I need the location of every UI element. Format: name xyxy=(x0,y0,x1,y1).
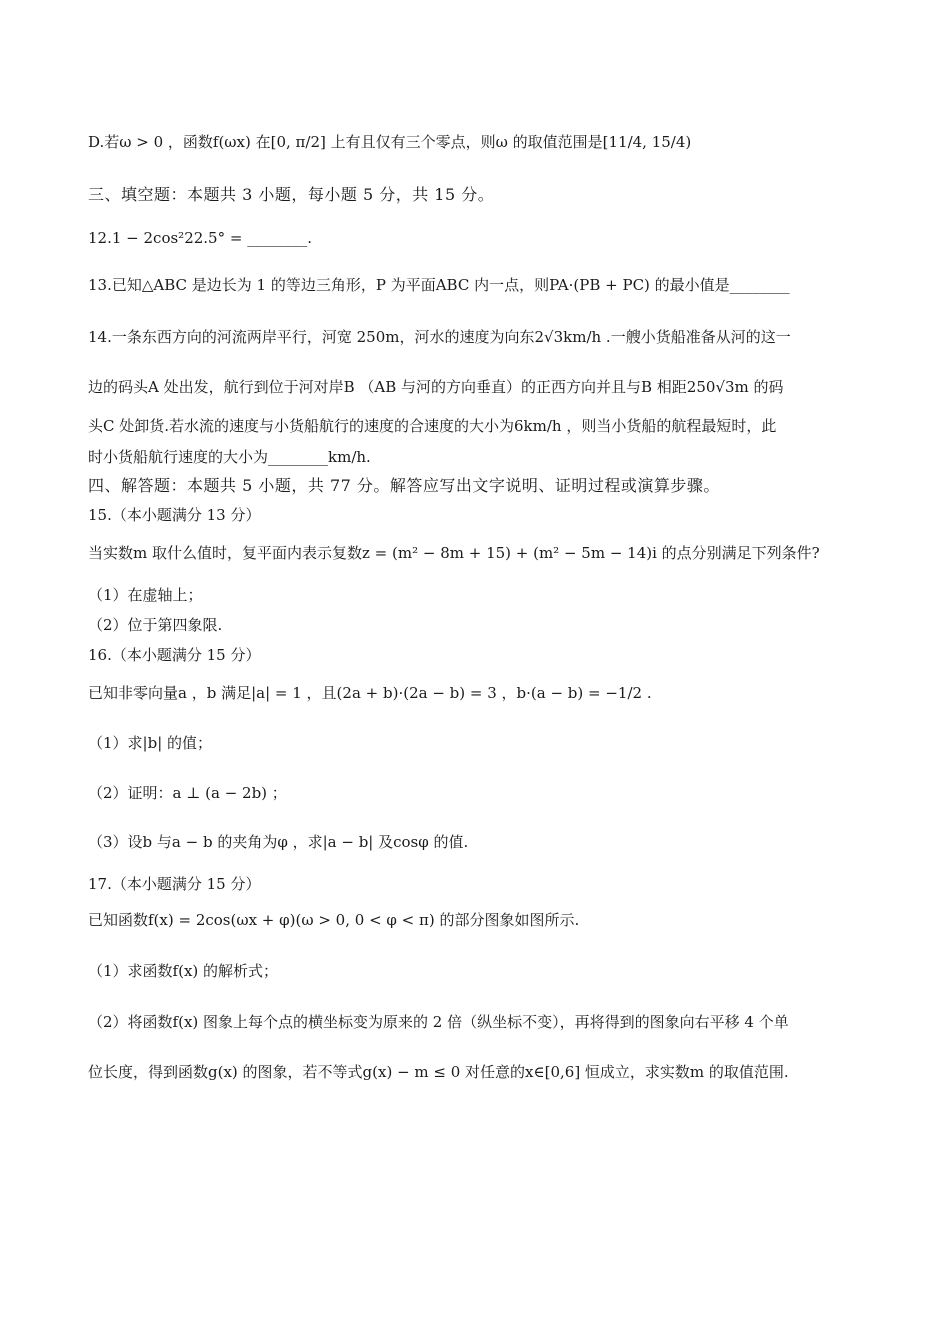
question-17-stem: 已知函数f(x) = 2cos(ωx + φ)(ω > 0, 0 < φ < π) 的部分图象如图所示. xyxy=(88,911,580,929)
question-14-line-4: 时小货船航行速度的大小为________km/h. xyxy=(88,448,371,466)
question-17-part-2-line-1: （2）将函数f(x) 图象上每个点的横坐标变为原来的 2 倍（纵坐标不变），再将得到的图象向右平移 4 个单 xyxy=(88,1013,789,1031)
question-16-header: 16.（本小题满分 15 分） xyxy=(88,646,261,664)
question-14-line-1: 14.一条东西方向的河流两岸平行，河宽 250m，河水的速度为向东2√3km/h .一艘小货船准备从河的这一 xyxy=(88,328,791,346)
option-d: D.若ω > 0 ，函数f(ωx) 在[0, π/2] 上有且仅有三个零点，则ω 的取值范围是[11/4, 15/4) xyxy=(88,133,692,151)
question-15-header: 15.（本小题满分 13 分） xyxy=(88,506,261,524)
question-15-part-1: （1）在虚轴上； xyxy=(88,586,203,604)
question-17-header: 17.（本小题满分 15 分） xyxy=(88,875,261,893)
question-14-line-3: 头C 处卸货.若水流的速度与小货船航行的速度的合速度的大小为6km/h ，则当小货船的航程最短时，此 xyxy=(88,417,777,435)
question-12: 12.1 − 2cos²22.5° = ________. xyxy=(88,229,312,247)
question-16-part-1: （1）求|b| 的值； xyxy=(88,734,213,752)
question-16-part-3: （3）设b 与a − b 的夹角为φ ，求|a − b| 及cosφ 的值. xyxy=(88,833,469,851)
question-17-part-2-line-2: 位长度，得到函数g(x) 的图象，若不等式g(x) − m ≤ 0 对任意的x∈[0,6] 恒成立，求实数m 的取值范围. xyxy=(88,1063,789,1081)
question-14-line-2: 边的码头A 处出发，航行到位于河对岸B （AB 与河的方向垂直）的正西方向并且与B 相距250√3m 的码 xyxy=(88,378,784,396)
section-fill-in-heading: 三、填空题：本题共 3 小题，每小题 5 分，共 15 分。 xyxy=(88,185,495,204)
question-15-part-2: （2）位于第四象限. xyxy=(88,616,223,634)
question-17-part-1: （1）求函数f(x) 的解析式； xyxy=(88,962,279,980)
question-13: 13.已知△ABC 是边长为 1 的等边三角形，P 为平面ABC 内一点，则PA·(PB + PC) 的最小值是________ xyxy=(88,276,790,294)
section-answer-heading: 四、解答题：本题共 5 小题，共 77 分。解答应写出文字说明、证明过程或演算步骤。 xyxy=(88,476,720,495)
question-16-part-2: （2）证明：a ⊥ (a − 2b) ； xyxy=(88,784,287,802)
question-16-stem: 已知非零向量a ，b 满足|a| = 1 ，且(2a + b)·(2a − b) = 3 ，b·(a − b) = −1/2 . xyxy=(88,684,652,702)
question-15-stem: 当实数m 取什么值时，复平面内表示复数z = (m² − 8m + 15) + (m² − 5m − 14)i 的点分别满足下列条件? xyxy=(88,544,820,562)
